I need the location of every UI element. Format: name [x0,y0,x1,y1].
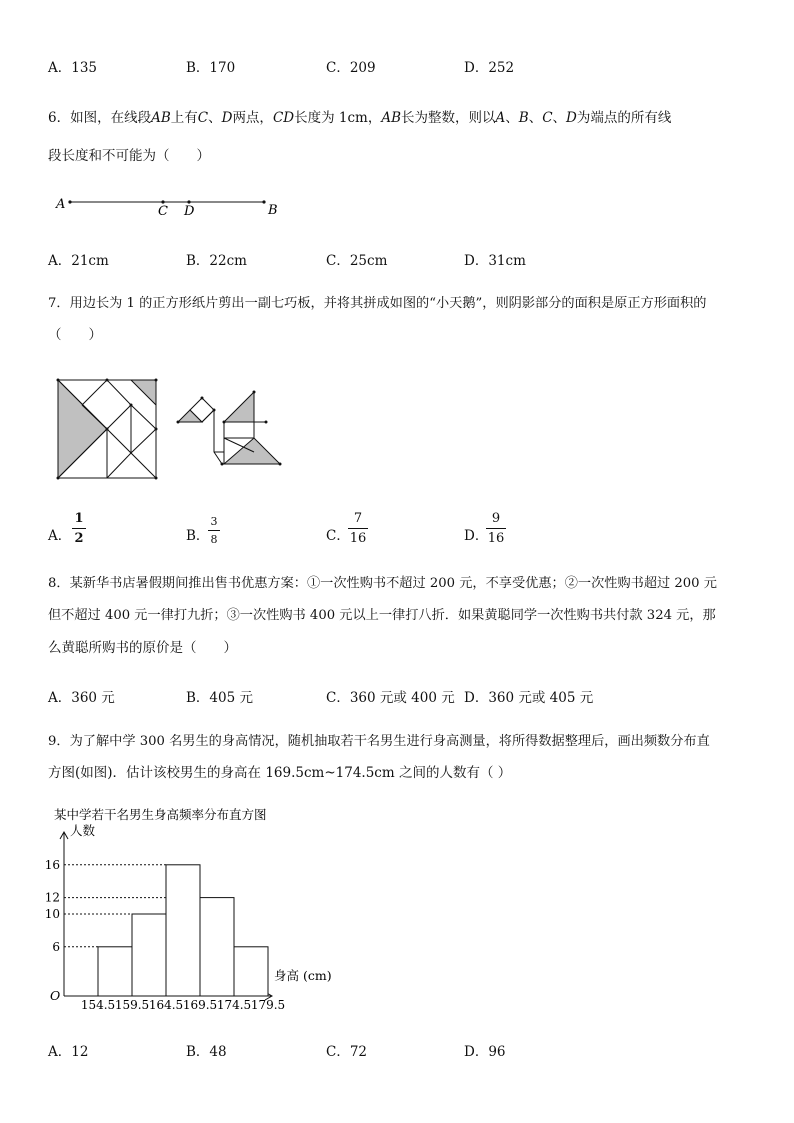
histogram-bar-5 [234,947,268,996]
x-tick-label-1: 154.5 [80,998,116,1012]
q9-stem-line1: 9．为了解中学 300 名男生的身高情况，随机抽取若干名男生进行身高测量，将所得数据整理后，画出频数分布直 [48,734,710,749]
x-tick-label-5: 174.5 [216,998,252,1012]
point-a [68,200,71,203]
q7-tangram-figure [50,372,300,488]
x-tick-label-2: 159.5 [114,998,150,1012]
q5-option-b: B．170 [186,60,236,76]
right-edge-1 [131,405,156,429]
q8-stem-line2: 但不超过 400 元一律打九折；③一次性购书 400 元以上一律打八折．如果黄聪同学一次性购书共付款 324 元，那 [48,608,716,623]
histogram-bar-4 [200,898,234,996]
q9-option-c: C．72 [326,1044,368,1060]
q6-stem-line2: 段长度和不可能为（ ） [48,148,210,164]
q8-stem-line3: 么黄聪所购书的原价是（ ） [48,640,237,656]
q6-segment-figure [48,190,308,226]
y-tick-label-6: 6 [52,939,60,954]
q6-option-c: C．25cm [326,253,388,269]
histogram-bar-2 [132,914,166,996]
swan-body-box [224,422,254,438]
lower-edge [107,453,131,478]
chart-y-ticks [45,858,60,954]
y-tick-label-12: 12 [44,890,60,905]
right-edge-2 [131,429,156,453]
label-b: B [268,203,278,218]
q5-option-a: A．135 [48,60,98,76]
histogram-bar-1 [98,947,132,996]
q8-option-b: B．405 元 [186,690,253,706]
q7-stem-line1: 7．用边长为 1 的正方形纸片剪出一副七巧板，并将其拼成如图的“小天鹅”，则阴影部分的面积是原正方形面积的 [48,296,707,311]
q6-option-d: D．31cm [464,253,526,269]
q7-stem-line2: （ ） [48,327,102,343]
chart-x-ticks [81,998,285,1012]
shaded-top-right-triangle [131,380,156,405]
q8-option-c: C．360 元或 400 元 [326,690,455,706]
chart-xlabel: 身高 (cm) [274,968,332,983]
y-tick-label-16: 16 [44,857,60,872]
q7-option-c-letter: C． [326,528,350,544]
q9-stem-line2: 方图(如图)．估计该校男生的身高在 169.5cm~174.5cm 之间的人数有（ ） [48,765,512,781]
x-tick-label-6: 179.5 [250,998,286,1012]
q9-histogram [40,802,360,1014]
q9-option-d: D．96 [464,1044,506,1060]
q8-option-d: D．360 元或 405 元 [464,690,594,706]
x-tick-label-4: 169.5 [182,998,218,1012]
q5-option-c: C．209 [326,60,376,76]
q5-option-d: D．252 [464,60,515,76]
y-tick-label-10: 10 [44,907,60,921]
q9-option-a: A．12 [48,1044,89,1060]
chart-ylabel: 人数 [70,823,96,838]
q7-option-b-letter: B． [186,528,210,544]
swan-wing-shaded [224,392,254,422]
q7-option-c-fraction: 7 16 [349,511,367,546]
point-b [262,200,265,203]
tangram-swan [178,392,280,464]
q9-option-b: B．48 [186,1044,227,1060]
q7-option-b-fraction: 3 8 [208,515,220,546]
q7-option-d-fraction: 9 16 [487,511,505,546]
label-c: C [158,204,168,219]
x-tick-label-3: 164.5 [148,998,184,1012]
q8-option-a: A．360 元 [48,690,115,706]
shaded-left-triangle [58,380,107,478]
q6-option-a: A．21cm [48,253,109,269]
chart-bars [98,865,268,996]
histogram-bar-3 [166,865,200,996]
q7-option-a-fraction: 1 2 [72,511,86,546]
q7-option-d-letter: D． [464,528,489,544]
chart-title: 某中学若干名男生身高频率分布直方图 [54,807,267,822]
q7-option-a-letter: A． [48,528,72,544]
upper-square-edges [82,380,131,405]
label-d: D [184,204,195,219]
q6-option-b: B．22cm [186,253,247,269]
label-a: A [56,197,66,212]
q8-stem-line1: 8．某新华书店暑假期间推出售书优惠方案：①一次性购书不超过 200 元，不享受优惠；②一次性购书超过 200 元 [48,576,717,591]
q6-stem-line1: 6．如图，在线段AB上有C、D两点，CD长度为 1cm，AB长为整数，则以A、B、C、D为端点的所有线 [48,110,672,126]
chart-origin: O [50,988,61,1003]
